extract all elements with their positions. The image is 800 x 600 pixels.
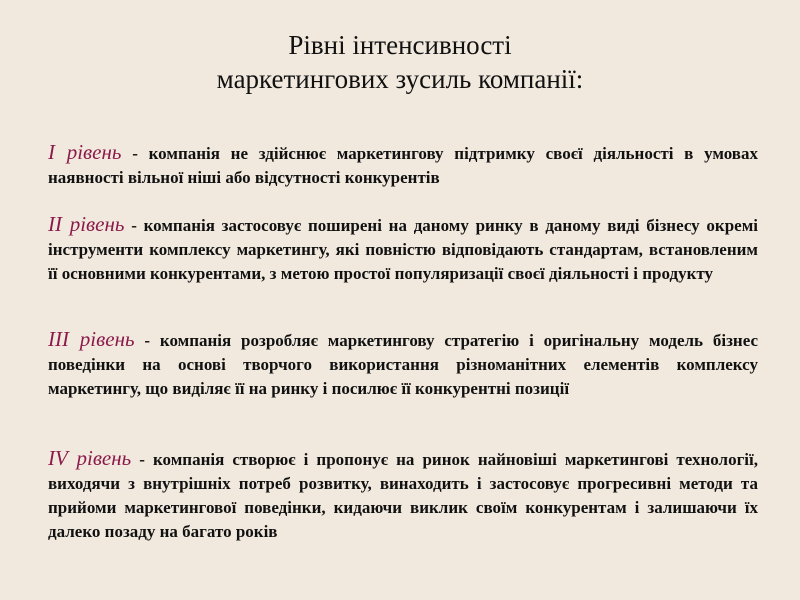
level-3-paragraph (48, 327, 758, 401)
level-1-text: - компанія не здійснює маркетингову підтримку своєї діяльності в умовах наявності вільної ніші або відсутності конкурентів (48, 144, 758, 187)
title-line-2: маркетингових зусиль компанії: (216, 64, 584, 94)
level-2-paragraph (48, 212, 758, 286)
level-3-name: ІІІ рівень (48, 327, 135, 351)
level-3-text: - компанія розробляє маркетингову стратегію і оригінальну модель бізнес поведінки на основі творчого використання різноманітних елементів комплексу маркетингу, що виділяє її на ринку і посилює її конкурентні позиції (48, 331, 758, 398)
title-line-1: Рівні інтенсивності (288, 30, 512, 60)
level-4-text: - компанія створює і пропонує на ринок найновіші маркетингові технології, виходячи з внутрішніх потреб розвитку, винаходить і застосовує прогресивні методи та прийоми маркетингової поведінки, кидаючи виклик своїм конкурентам і залишаючи їх далеко позаду на багато років (48, 450, 758, 541)
level-1-name: І рівень (48, 140, 122, 164)
level-4-paragraph (48, 446, 758, 544)
level-2-name: ІІ рівень (48, 212, 125, 236)
slide-title (0, 28, 800, 96)
level-2-text: - компанія застосовує поширені на даному ринку в даному виді бізнесу окремі інструменти комплексу маркетингу, які повністю відповідають стандартам, встановленим її основними конкурентами, з метою простої популяризації своєї діяльності і продукту (48, 216, 758, 283)
level-1-paragraph (48, 140, 758, 190)
level-4-name: ІV рівень (48, 446, 132, 470)
